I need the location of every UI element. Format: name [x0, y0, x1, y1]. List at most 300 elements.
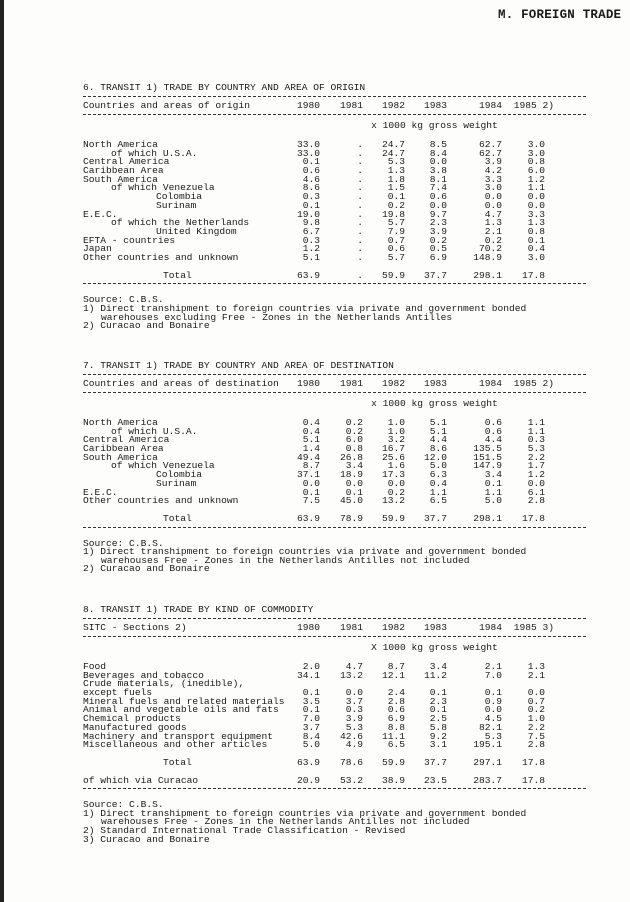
column-header: 1984: [478, 100, 502, 111]
cell-value: 33.0: [296, 147, 320, 159]
cell-value: 25.6: [381, 451, 405, 463]
cell-value: 0.3: [345, 704, 363, 716]
cell-value: 5.0: [302, 739, 320, 751]
cell-value: 0.2: [429, 234, 447, 246]
cell-value: 1.1: [429, 486, 447, 498]
row-label: Mineral fuels and related materials: [83, 695, 285, 707]
cell-value: 0.0: [527, 687, 545, 699]
cell-value: 3.8: [429, 165, 447, 177]
divider: [83, 374, 586, 375]
cell-value: 2.8: [387, 695, 405, 707]
cell-value: 11.1: [381, 730, 405, 742]
cell-value: 2.2: [527, 721, 545, 733]
row-label: Manufactured goods: [83, 721, 187, 733]
cell-value: 1.2: [527, 173, 545, 185]
cell-value: 2.0: [302, 661, 320, 672]
cell-value: 3.4: [429, 661, 447, 672]
cell-value: .: [357, 165, 363, 177]
cell-value: 7.4: [429, 182, 447, 194]
column-header: 1984: [478, 622, 502, 633]
cell-value: 4.7: [484, 208, 502, 220]
cell-value: 3.9: [429, 225, 447, 237]
row-label: Central America: [83, 434, 170, 446]
total-value: 37.7: [423, 512, 447, 524]
cell-value: .: [357, 139, 363, 150]
cell-value: 0.4: [302, 417, 320, 428]
cell-value: 3.7: [302, 721, 320, 733]
total-value: 63.9: [296, 512, 320, 524]
cell-value: 7.9: [387, 225, 405, 237]
cell-value: 1.1: [527, 182, 545, 194]
row-label: Beverages and tobacco: [83, 669, 204, 681]
row-label: North America: [83, 417, 158, 428]
cell-value: .: [357, 217, 363, 229]
cell-value: 147.9: [473, 460, 502, 472]
total-row: [83, 774, 586, 786]
divider: [83, 96, 586, 97]
cell-value: 82.1: [478, 721, 502, 733]
cell-value: 3.3: [527, 208, 545, 220]
total-value: 20.9: [296, 774, 320, 786]
row-label: Colombia: [156, 469, 203, 481]
cell-value: 3.0: [527, 139, 545, 150]
cell-value: 5.7: [387, 251, 405, 263]
cell-value: 2.3: [429, 695, 447, 707]
total-value: 23.5: [423, 774, 447, 786]
cell-value: 0.1: [302, 486, 320, 498]
cell-value: 0.0: [345, 687, 363, 699]
cell-value: 5.3: [345, 721, 363, 733]
cell-value: .: [357, 182, 363, 194]
note-line: 3) Curacao and Bonaire: [83, 833, 210, 845]
column-header: 1983: [423, 378, 447, 389]
column-header: 1980: [296, 100, 320, 111]
row-label: E.E.C.: [83, 208, 118, 220]
unit-label: X 1000 kg gross weight: [371, 642, 498, 653]
cell-value: 0.2: [387, 486, 405, 498]
cell-value: 1.1: [527, 417, 545, 428]
spacer: [83, 750, 586, 759]
row-label: Caribbean Area: [83, 165, 164, 177]
total-value: 38.9: [381, 774, 405, 786]
divider: [83, 788, 586, 789]
table-header: [83, 379, 586, 389]
row-label: of which U.S.A.: [111, 147, 198, 159]
cell-value: 19.8: [381, 208, 405, 220]
divider: [83, 283, 586, 284]
note-line: warehouses Free - Zones in the Netherlands Antilles not included: [101, 554, 470, 566]
column-header: 1984: [478, 378, 502, 389]
column-header: 1983: [423, 100, 447, 111]
cell-value: 6.7: [302, 225, 320, 237]
cell-value: 17.3: [381, 469, 405, 481]
table-header: [83, 101, 586, 111]
cell-value: 7.0: [302, 713, 320, 725]
cell-value: 26.8: [339, 451, 363, 463]
row-label: North America: [83, 139, 158, 150]
cell-value: 5.1: [302, 251, 320, 263]
row-label: Japan: [83, 243, 112, 255]
cell-value: 4.5: [484, 713, 502, 725]
cell-value: 1.2: [527, 469, 545, 481]
total-value: 78.9: [339, 512, 363, 524]
cell-value: 5.1: [429, 425, 447, 437]
total-value: 59.9: [381, 512, 405, 524]
row-label: Animal and vegetable oils and fats: [83, 704, 279, 716]
total-value: 17.8: [521, 774, 545, 786]
table-row: [83, 167, 586, 176]
row-label: Colombia: [156, 191, 203, 203]
cell-value: 8.1: [429, 173, 447, 185]
cell-value: 8.4: [302, 730, 320, 742]
cell-value: 3.0: [527, 147, 545, 159]
cell-value: 8.8: [387, 721, 405, 733]
row-label: United Kingdom: [156, 225, 237, 237]
cell-value: 0.0: [484, 199, 502, 211]
note-line: 2) Curacao and Bonaire: [83, 320, 210, 332]
table-row: [83, 199, 586, 211]
cell-value: 6.9: [387, 713, 405, 725]
cell-value: 0.1: [302, 156, 320, 168]
cell-value: 19.0: [296, 208, 320, 220]
table-row: [83, 680, 586, 689]
row-label: except fuels: [83, 687, 153, 699]
cell-value: 0.7: [527, 695, 545, 707]
cell-value: 4.9: [345, 739, 363, 751]
cell-value: 0.1: [429, 687, 447, 699]
note-line: 1) Direct transhipment to foreign countries via private and government bonded: [83, 807, 527, 819]
cell-value: 70.2: [478, 243, 502, 255]
row-label: Miscellaneous and other articles: [83, 739, 268, 751]
cell-value: 3.0: [484, 182, 502, 194]
note-line: Source: C.B.S.: [83, 537, 164, 549]
cell-value: 5.1: [302, 434, 320, 446]
table-title: 8. TRANSIT 1) TRADE BY KIND OF COMMODITY: [83, 604, 314, 615]
cell-value: 0.9: [484, 695, 502, 707]
cell-value: 6.1: [527, 486, 545, 498]
cell-value: 62.7: [478, 139, 502, 150]
divider: [83, 636, 586, 637]
cell-value: 1.0: [387, 417, 405, 428]
table-row: [83, 234, 586, 246]
cell-value: .: [357, 225, 363, 237]
total-value: 298.1: [473, 512, 502, 524]
row-label: South America: [83, 173, 158, 185]
column-header: 1980: [296, 622, 320, 633]
column-header: 1985 2): [513, 378, 554, 389]
cell-value: 0.0: [527, 199, 545, 211]
divider: [83, 618, 586, 619]
cell-value: 5.0: [429, 460, 447, 472]
note-line: 2) Standard International Trade Classification - Revised: [83, 825, 406, 837]
row-label: of which Venezuela: [111, 460, 215, 472]
cell-value: 2.1: [484, 225, 502, 237]
total-value: 17.8: [521, 269, 545, 281]
table-title: 6. TRANSIT 1) TRADE BY COUNTRY AND AREA OF ORIGIN: [83, 82, 366, 93]
cell-value: 151.5: [473, 451, 502, 463]
cell-value: 2.4: [387, 687, 405, 699]
running-head: M. FOREIGN TRADE: [498, 8, 622, 22]
cell-value: 8.7: [387, 661, 405, 672]
cell-value: .: [357, 191, 363, 203]
cell-value: 0.8: [345, 443, 363, 455]
cell-value: 13.2: [339, 669, 363, 681]
cell-value: 0.1: [302, 687, 320, 699]
cell-value: 1.3: [527, 217, 545, 229]
cell-value: 0.0: [302, 477, 320, 489]
table-header: [83, 623, 586, 633]
cell-value: 3.9: [484, 156, 502, 168]
cell-value: 0.0: [484, 704, 502, 716]
note-line: 1) Direct transhipment to foreign countries via private and government bonded: [83, 302, 527, 314]
cell-value: 0.6: [387, 704, 405, 716]
row-label: Central America: [83, 156, 170, 168]
column-header: 1985 3): [513, 622, 554, 633]
divider: [83, 392, 586, 393]
cell-value: 3.0: [527, 251, 545, 263]
total-value: 53.2: [339, 774, 363, 786]
cell-value: 12.0: [423, 451, 447, 463]
total-label: Total: [163, 269, 192, 281]
row-label: of which Venezuela: [111, 182, 215, 194]
total-value: 298.1: [473, 269, 502, 281]
cell-value: 3.4: [345, 460, 363, 472]
cell-value: 8.5: [429, 139, 447, 150]
note-line: warehouses Free - Zones in the Netherlands Antilles not included: [101, 816, 470, 828]
row-label: of which the Netherlands: [111, 217, 250, 229]
total-label: Total: [163, 512, 192, 524]
cell-value: 18.9: [339, 469, 363, 481]
cell-value: 3.1: [429, 739, 447, 751]
column-header: 1985 2): [513, 100, 554, 111]
cell-value: 4.2: [484, 165, 502, 177]
cell-value: 13.2: [381, 495, 405, 507]
cell-value: 1.3: [387, 165, 405, 177]
cell-value: 2.8: [527, 739, 545, 751]
row-label: Other countries and unknown: [83, 251, 239, 263]
cell-value: 0.1: [484, 687, 502, 699]
note-line: warehouses excluding Free - Zones in the Netherlands Antilles: [101, 311, 453, 323]
cell-value: 9.2: [429, 730, 447, 742]
cell-value: 33.0: [296, 139, 320, 150]
cell-value: 1.0: [527, 713, 545, 725]
row-label: Surinam: [156, 477, 197, 489]
cell-value: 0.1: [345, 486, 363, 498]
cell-value: 4.7: [345, 661, 363, 672]
cell-value: 2.5: [429, 713, 447, 725]
cell-value: 3.2: [387, 434, 405, 446]
cell-value: 195.1: [473, 739, 502, 751]
cell-value: 6.0: [345, 434, 363, 446]
column-header: 1980: [296, 378, 320, 389]
total-value: 59.9: [381, 756, 405, 768]
cell-value: 0.6: [484, 425, 502, 437]
cell-value: 0.2: [345, 417, 363, 428]
total-value: 59.9: [381, 269, 405, 281]
cell-value: 0.0: [345, 477, 363, 489]
cell-value: 0.1: [302, 704, 320, 716]
cell-value: 24.7: [381, 139, 405, 150]
cell-value: 0.0: [527, 477, 545, 489]
cell-value: 1.1: [484, 486, 502, 498]
total-value: 63.9: [296, 269, 320, 281]
cell-value: 24.7: [381, 147, 405, 159]
row-label: EFTA - countries: [83, 234, 176, 246]
total-value: 78.6: [339, 756, 363, 768]
cell-value: 6.5: [387, 739, 405, 751]
total-value: 297.1: [473, 756, 502, 768]
cell-value: 8.4: [429, 147, 447, 159]
cell-value: 6.9: [429, 251, 447, 263]
cell-value: 37.1: [296, 469, 320, 481]
cell-value: 3.7: [345, 695, 363, 707]
cell-value: 6.5: [429, 495, 447, 507]
column-header: 1981: [339, 100, 363, 111]
table-row: [83, 251, 586, 263]
table-title: 7. TRANSIT 1) TRADE BY COUNTRY AND AREA OF DESTINATION: [83, 360, 394, 371]
cell-value: 4.4: [429, 434, 447, 446]
cell-value: .: [357, 173, 363, 185]
cell-value: 0.0: [484, 191, 502, 203]
cell-value: 0.1: [527, 234, 545, 246]
spacer: [83, 506, 586, 515]
cell-value: 3.5: [302, 695, 320, 707]
cell-value: 5.3: [484, 730, 502, 742]
table-notes: [83, 801, 586, 844]
cell-value: 0.3: [527, 434, 545, 446]
cell-value: .: [357, 234, 363, 246]
cell-value: 1.2: [302, 243, 320, 255]
cell-value: 62.7: [478, 147, 502, 159]
total-value: 17.8: [521, 512, 545, 524]
total-value: 63.9: [296, 756, 320, 768]
cell-value: 5.3: [387, 156, 405, 168]
note-line: 2) Curacao and Bonaire: [83, 563, 210, 575]
cell-value: 5.7: [387, 217, 405, 229]
cell-value: 42.6: [339, 730, 363, 742]
cell-value: 9.8: [302, 217, 320, 229]
cell-value: 8.7: [302, 460, 320, 472]
cell-value: 5.8: [429, 721, 447, 733]
row-label: Food: [83, 661, 107, 672]
cell-value: 1.3: [527, 661, 545, 672]
cell-value: 2.3: [429, 217, 447, 229]
cell-value: 0.0: [429, 199, 447, 211]
table-transit-destination: [83, 361, 586, 574]
cell-value: 1.4: [302, 443, 320, 455]
cell-value: 0.8: [527, 156, 545, 168]
cell-value: 3.9: [345, 713, 363, 725]
spacer: [83, 263, 586, 272]
note-line: Source: C.B.S.: [83, 799, 164, 811]
column-header: 1982: [381, 100, 405, 111]
total-value: 37.7: [423, 269, 447, 281]
cell-value: 11.2: [423, 669, 447, 681]
total-row: [83, 269, 586, 281]
row-label: Crude materials, (inedible),: [83, 678, 245, 690]
total-value: 37.7: [423, 756, 447, 768]
cell-value: 0.1: [387, 191, 405, 203]
cell-value: 0.7: [387, 234, 405, 246]
scan-edge: [0, 0, 4, 902]
cell-value: 0.6: [484, 417, 502, 428]
row-label: Caribbean Area: [83, 443, 164, 455]
cell-value: 7.5: [527, 730, 545, 742]
total-label: of which via Curacao: [83, 774, 199, 786]
cell-value: 6.0: [527, 165, 545, 177]
cell-value: 0.2: [345, 425, 363, 437]
cell-value: 135.5: [473, 443, 502, 455]
cell-value: 2.1: [527, 669, 545, 681]
total-row: [83, 756, 586, 768]
row-label: of which U.S.A.: [111, 425, 198, 437]
table-notes: [83, 296, 586, 330]
cell-value: 34.1: [296, 669, 320, 681]
cell-value: 4.6: [302, 173, 320, 185]
cell-value: 0.2: [484, 234, 502, 246]
cell-value: 1.3: [484, 217, 502, 229]
cell-value: 9.7: [429, 208, 447, 220]
cell-value: 7.5: [302, 495, 320, 507]
cell-value: 1.8: [387, 173, 405, 185]
cell-value: .: [357, 243, 363, 255]
cell-value: 3.3: [484, 173, 502, 185]
cell-value: 2.1: [484, 661, 502, 672]
cell-value: 8.6: [302, 182, 320, 194]
cell-value: 1.6: [387, 460, 405, 472]
cell-value: 0.1: [302, 199, 320, 211]
total-value: .: [357, 269, 363, 281]
column-header: 1982: [381, 378, 405, 389]
cell-value: 0.0: [429, 156, 447, 168]
cell-value: 0.0: [527, 191, 545, 203]
row-label: Other countries and unknown: [83, 495, 239, 507]
cell-value: 2.2: [527, 451, 545, 463]
table-row: [83, 477, 586, 489]
table-row: [83, 445, 586, 454]
cell-value: .: [357, 156, 363, 168]
table-row: [83, 741, 586, 750]
unit-label: x 1000 kg gross weight: [371, 120, 498, 131]
cell-value: 0.4: [527, 243, 545, 255]
cell-value: 12.1: [381, 669, 405, 681]
column-header: 1982: [381, 622, 405, 633]
table-row: [83, 497, 586, 506]
cell-value: 4.4: [484, 434, 502, 446]
cell-value: 0.0: [387, 477, 405, 489]
cell-value: 0.5: [429, 243, 447, 255]
row-label: E.E.C.: [83, 486, 118, 498]
table-transit-commodity: [83, 605, 586, 844]
column-header: Countries and areas of destination: [83, 378, 279, 389]
cell-value: 16.7: [381, 443, 405, 455]
cell-value: .: [357, 199, 363, 211]
total-value: 17.8: [521, 756, 545, 768]
cell-value: 0.2: [527, 704, 545, 716]
cell-value: 0.6: [387, 243, 405, 255]
total-label: Total: [163, 756, 192, 768]
cell-value: 5.0: [484, 495, 502, 507]
column-header: Countries and areas of origin: [83, 100, 250, 111]
row-label: Chemical products: [83, 713, 181, 725]
table-notes: [83, 537, 586, 575]
cell-value: 2.8: [527, 495, 545, 507]
cell-value: 0.6: [302, 165, 320, 177]
cell-value: 6.3: [429, 469, 447, 481]
cell-value: 49.4: [296, 451, 320, 463]
cell-value: 148.9: [473, 251, 502, 263]
cell-value: 0.2: [387, 199, 405, 211]
